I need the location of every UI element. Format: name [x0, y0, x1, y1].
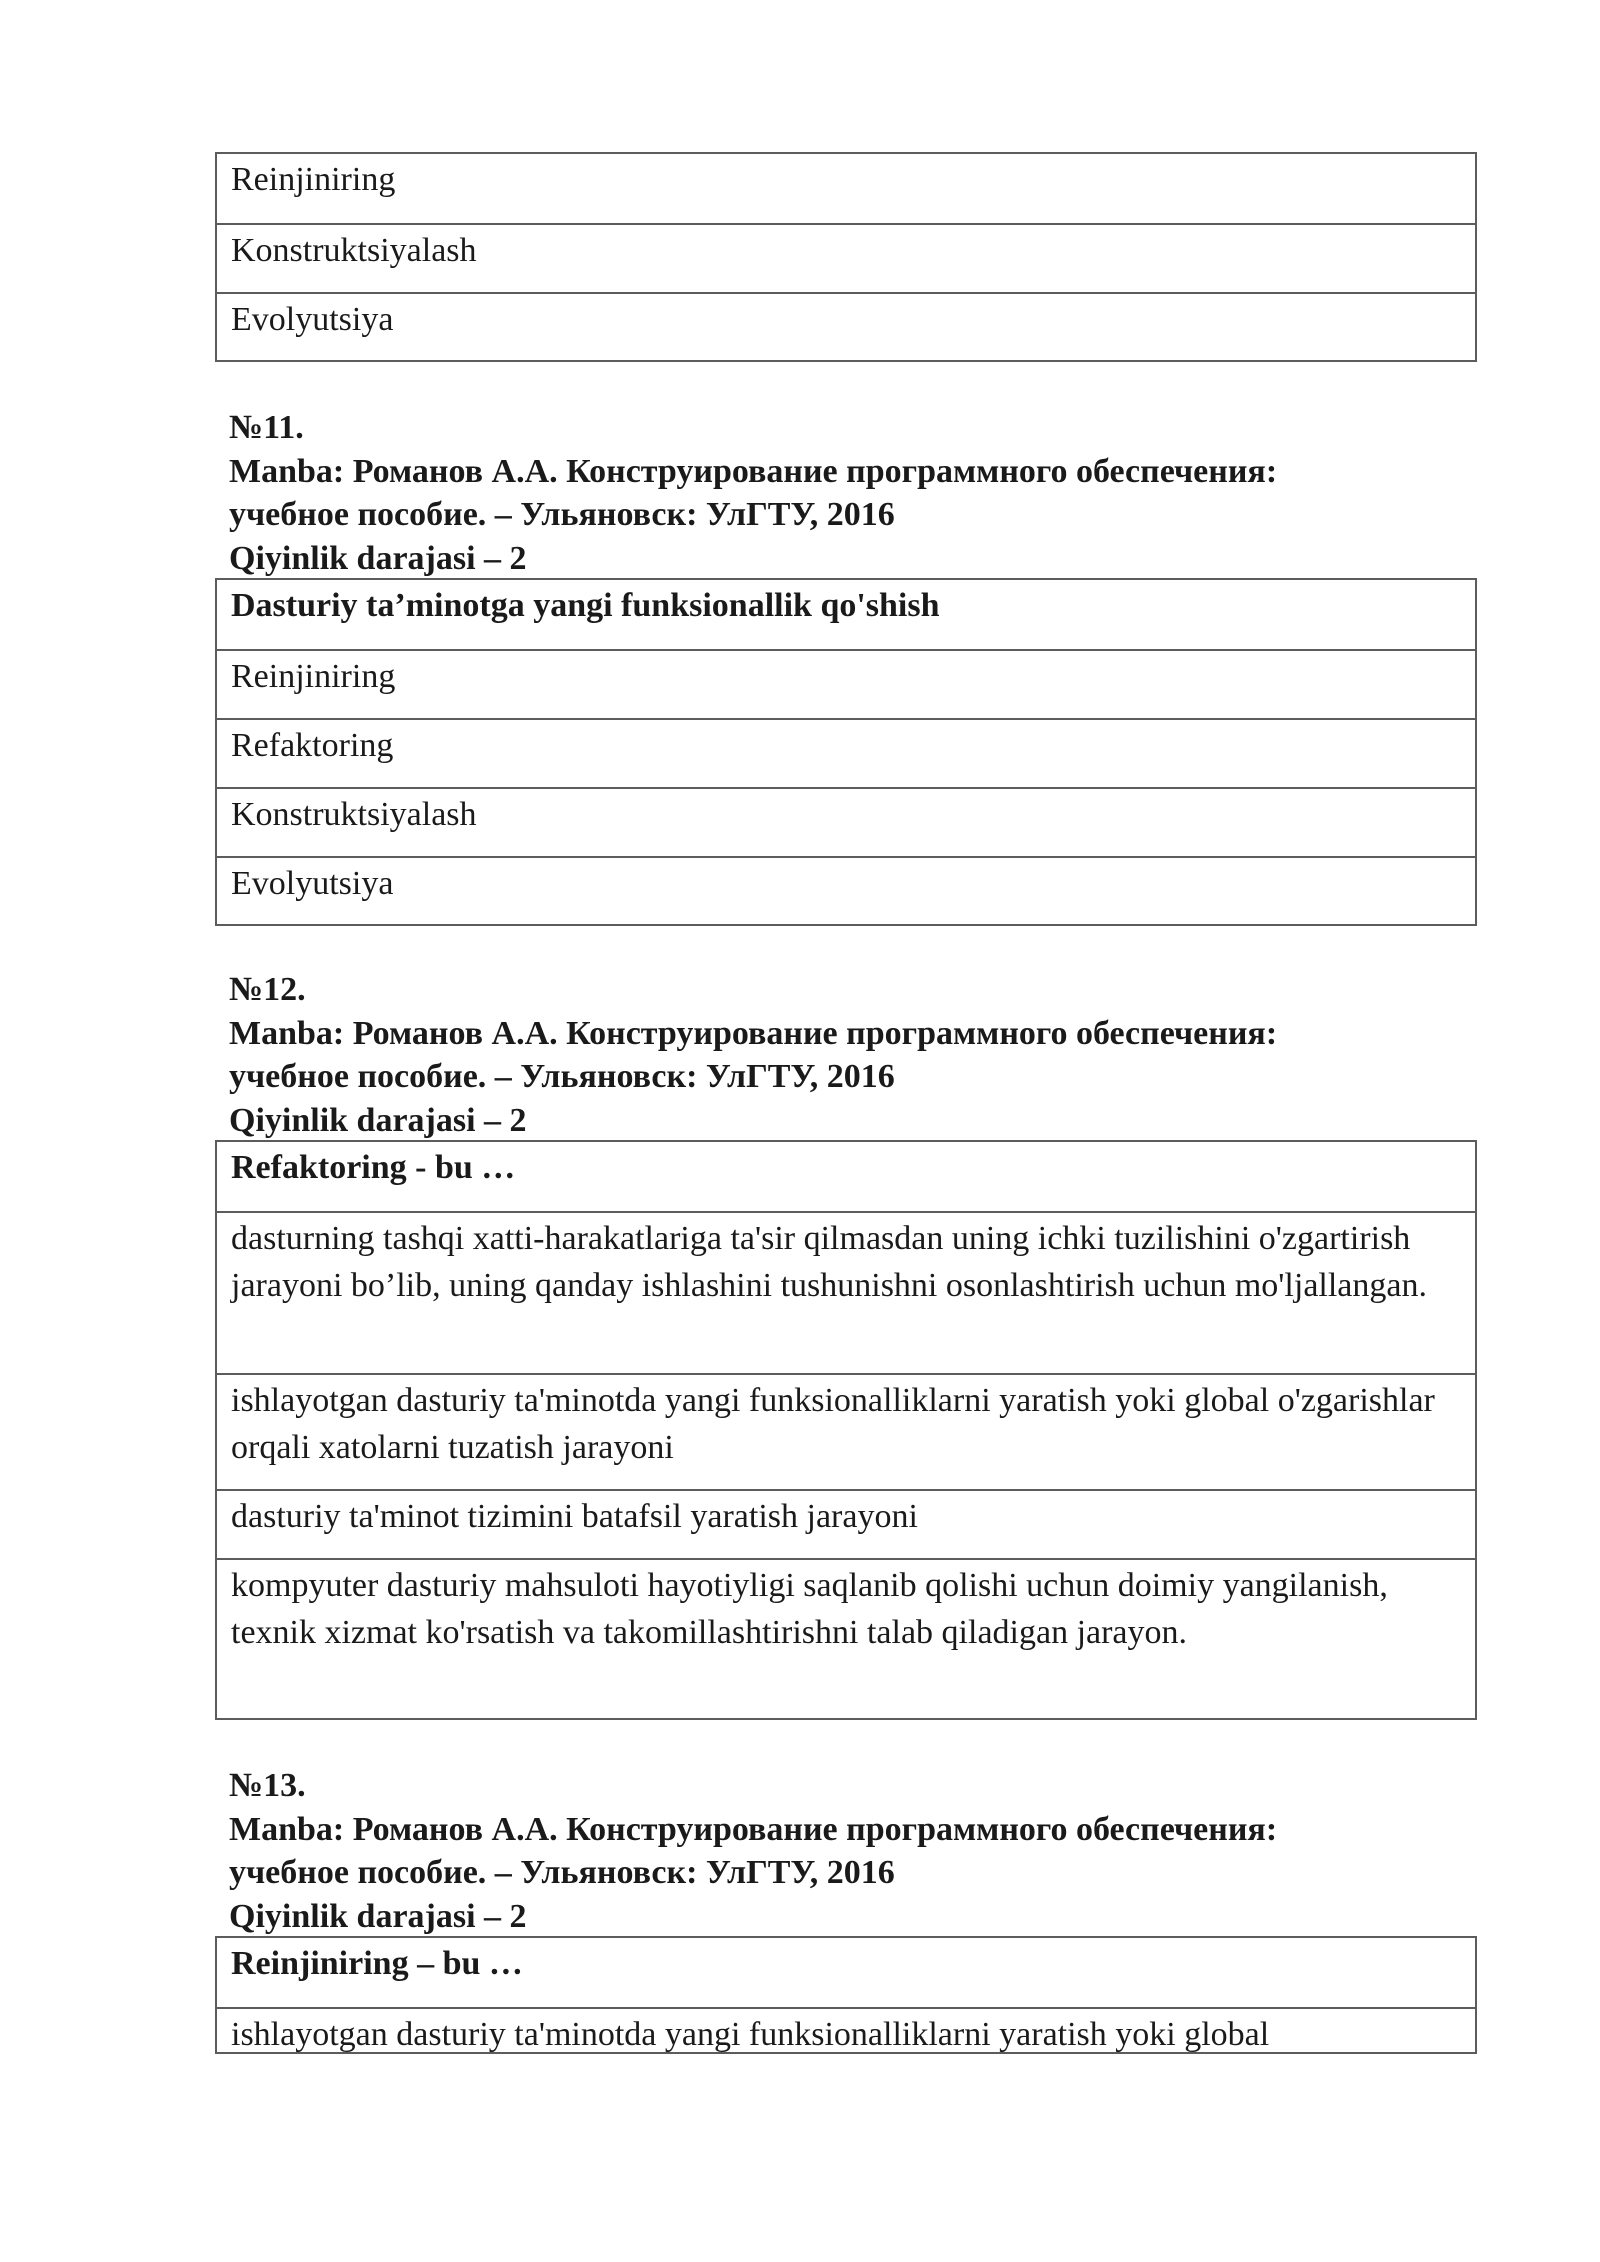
answer-option: Konstruktsiyalash: [217, 223, 1475, 292]
answer-table-11: [215, 578, 1477, 926]
question-number: №13.: [229, 1767, 306, 1804]
answer-option: Reinjiniring: [231, 161, 396, 198]
answer-option: ishlayotgan dasturiy ta'minotda yangi funksionalliklarni yaratish yoki global o'zgarishlar orqali xatolarni tuzatish jarayoni: [217, 1373, 1475, 1489]
source-line: учебное пособие. – Ульяновск: УлГТУ, 2016: [229, 1058, 895, 1095]
answer-option: Refaktoring: [217, 718, 1475, 787]
answer-option: Evolyutsiya: [217, 856, 1475, 924]
answer-option: dasturiy ta'minot tizimini batafsil yaratish jarayoni: [217, 1489, 1475, 1558]
answer-table-top: [215, 152, 1477, 362]
answer-table-13: [215, 1936, 1477, 2054]
question-header-12: [229, 968, 1489, 1142]
answer-option: kompyuter dasturiy mahsuloti hayotiyligi saqlanib qolishi uchun doimiy yangilanish, texnik xizmat ko'rsatish va takomillashtirishni talab qiladigan jarayon.: [217, 1558, 1475, 1718]
source-line: учебное пособие. – Ульяновск: УлГТУ, 2016: [229, 496, 895, 533]
source-line: Manba: Романов А.А. Конструирование программного обеспечения:: [229, 1014, 1278, 1052]
question-header-11: [229, 406, 1489, 580]
difficulty-level: Qiyinlik darajasi – 2: [229, 1101, 527, 1139]
answer-option: ishlayotgan dasturiy ta'minotda yangi funksionalliklarni yaratish yoki global: [217, 2007, 1475, 2052]
question-number: №12.: [229, 971, 306, 1008]
answer-option: Reinjiniring: [217, 649, 1475, 718]
question-text: Dasturiy ta’minotga yangi funksionallik qo'shish: [231, 587, 940, 624]
source-line: Manba: Романов А.А. Конструирование программного обеспечения:: [229, 1810, 1278, 1848]
question-text: Refaktoring - bu …: [231, 1149, 516, 1186]
answer-table-12: [215, 1140, 1477, 1720]
source-line: Manba: Романов А.А. Конструирование программного обеспечения:: [229, 452, 1278, 490]
answer-option: dasturning tashqi xatti-harakatlariga ta'sir qilmasdan uning ichki tuzilishini o'zgartirish jarayoni bo’lib, uning qanday ishlashini tushunishni osonlashtirish uchun mo'ljallangan.: [217, 1211, 1475, 1373]
question-number: №11.: [229, 409, 304, 446]
question-header-13: [229, 1764, 1489, 1938]
answer-option: Konstruktsiyalash: [217, 787, 1475, 856]
question-text: Reinjiniring – bu …: [231, 1945, 523, 1982]
source-line: учебное пособие. – Ульяновск: УлГТУ, 2016: [229, 1854, 895, 1891]
difficulty-level: Qiyinlik darajasi – 2: [229, 1897, 527, 1935]
answer-option: Evolyutsiya: [217, 292, 1475, 360]
difficulty-level: Qiyinlik darajasi – 2: [229, 539, 527, 577]
